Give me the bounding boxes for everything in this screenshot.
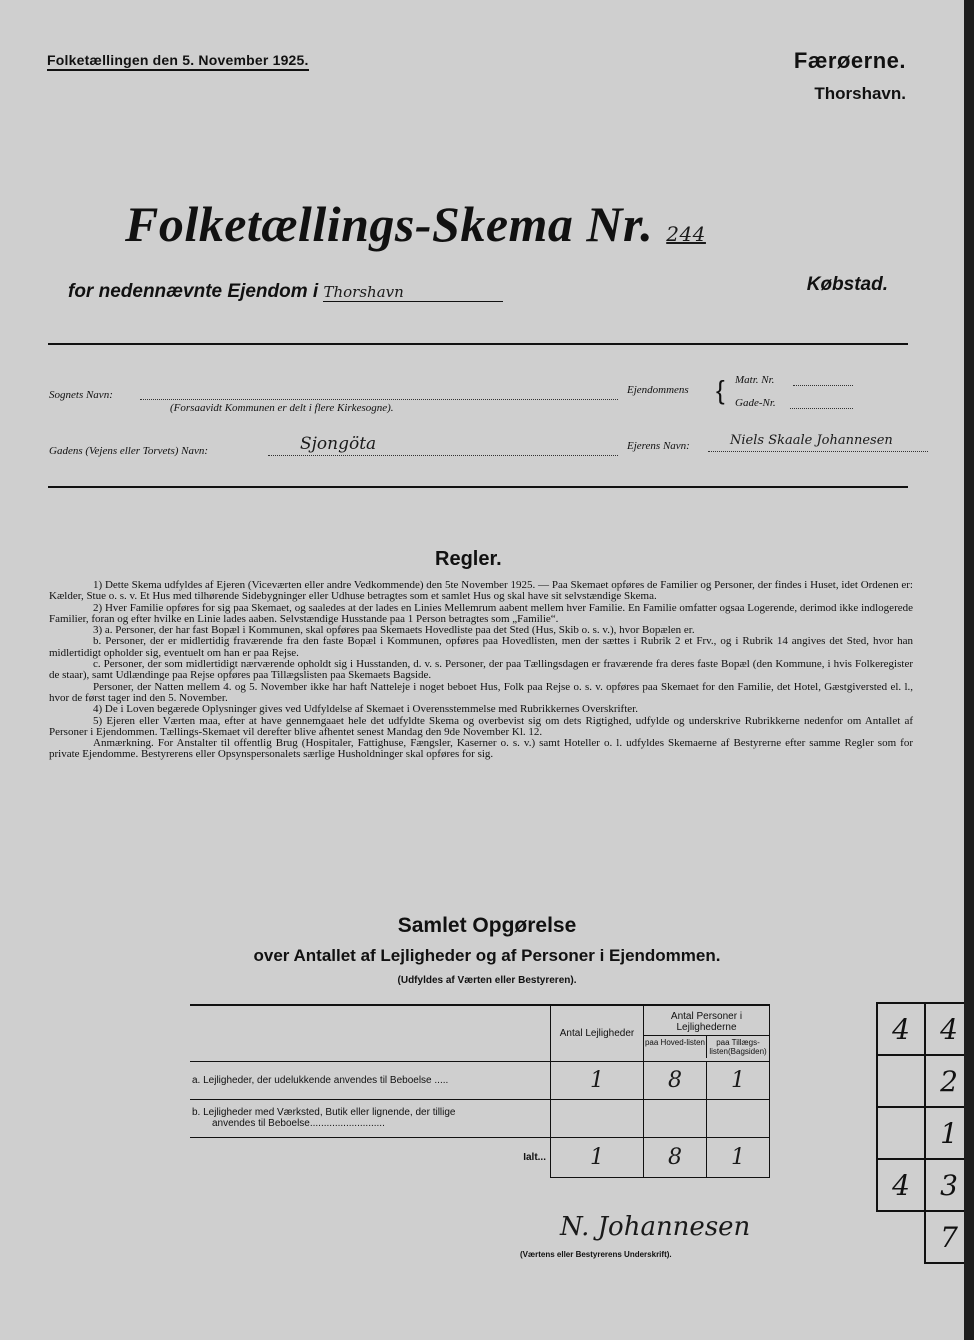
side-cell: [877, 1055, 925, 1107]
side-cell: 1: [925, 1107, 973, 1159]
side-cell-empty: [877, 1211, 925, 1263]
row-b-lejligheder[interactable]: [551, 1099, 644, 1137]
form-number-handwritten: 244: [666, 222, 706, 246]
side-cell: 4: [877, 1159, 925, 1211]
divider-bottom: [48, 486, 908, 488]
total-tillaeg[interactable]: 1: [707, 1137, 770, 1177]
rule-paragraph: c. Personer, der som midlertidigt nærværende opholdt sig i Husstanden, d. v. s. Personer, der paa Tællingsdagen er fraværende fra deres faste Bopæl (den Kommune, i hvis Folkeregister de staar), samt Udlændinge paa Rejse opføres paa Tillægslisten paa Skemaets Bagside.: [49, 658, 913, 682]
for-property-line: [68, 281, 503, 303]
owner-field[interactable]: [708, 451, 928, 452]
summary-heading: Samlet Opgørelse: [397, 914, 577, 937]
town-name: Thorshavn.: [814, 84, 906, 103]
signature-handwritten: N. Johannesen: [560, 1212, 751, 1242]
property-brace: {: [716, 375, 725, 405]
form-title: [125, 195, 706, 253]
row-b-tillaeg[interactable]: [707, 1099, 770, 1137]
row-b-label-line1: b. Lejligheder med Værksted, Butik eller lignende, der tillige: [192, 1107, 456, 1118]
rule-paragraph: 4) De i Loven begærede Oplysninger gives ved Udfyldelse af Skemaet i Overensstemmelse med Rubrikkernes Overskrifter.: [93, 703, 638, 716]
row-b-label: [190, 1099, 551, 1137]
row-total-label: Ialt...: [190, 1137, 551, 1177]
col-header-personer-label: Antal Personer i Lejlighederne: [644, 1009, 769, 1036]
rule-paragraph: Anmærkning. For Anstalter til offentlig Brug (Hospitaler, Fattighuse, Fængsler, Kaserner o. s. v.) samt Hoteller o. l. udfyldes Skemaerne af Bestyrerne efter samme Regler som for private Ejendomme. Bestyrerens eller Opsynspersonalets særlige Husholdninger skal opføres for sig.: [49, 737, 913, 761]
rules-heading: Regler.: [435, 548, 502, 570]
row-a-lejligheder[interactable]: 1: [551, 1061, 644, 1099]
matr-label: Matr. Nr.: [735, 374, 775, 386]
col-header-tillaeg: paa Tillægs-listen(Bagsiden): [709, 1037, 767, 1056]
parish-note: (Forsaavidt Kommunen er delt i flere Kirkesogne).: [170, 402, 394, 414]
side-cell: 7: [925, 1211, 973, 1263]
side-tally-box: [876, 1002, 974, 1264]
side-cell: 3: [925, 1159, 973, 1211]
rule-paragraph: 3) a. Personer, der har fast Bopæl i Kommunen, skal opføres paa Skemaets Hovedliste paa det Sted (Hus, Skib o. s. v.), hvor Bopælen er.: [93, 624, 695, 637]
street-label: Gadens (Vejens eller Torvets) Navn:: [49, 445, 209, 457]
property-label: Ejendommens: [627, 384, 689, 396]
rule-paragraph: 1) Dette Skema udfyldes af Ejeren (Viceværten eller andre Vedkommende) den 5te November 1925. — Paa Skemaet opføres de Familier og Personer, der findes i Huset, idet Ordenen er: Kælder, Stue o. s. v. Et Hus med tilhørende Sidebygninger eller Udhuse betragtes som et samlet Hus og skal have sit selvstændige Skema.: [49, 579, 913, 603]
row-b-label-line2: anvendes til Beboelse...........................: [212, 1118, 385, 1129]
rule-paragraph: Personer, der Natten mellem 4. og 5. November ikke har haft Natteleje i noget beboet Hus, Folk paa Rejse o. s. v. opføres paa Skemaet for den Familie, det Hotel, Gæstgiversted el. l., hvor de først tager ind den 5. November.: [49, 680, 913, 704]
town-handwritten: Thorshavn: [323, 283, 503, 302]
table-header-blank: [190, 1005, 551, 1061]
street-field[interactable]: [268, 455, 618, 456]
summary-table: [190, 1004, 770, 1178]
col-header-personer: [644, 1005, 770, 1061]
side-cell: 4: [877, 1003, 925, 1055]
form-title-text: Folketællings-Skema Nr.: [125, 196, 654, 252]
region-name: Færøerne.: [793, 48, 906, 73]
row-b-hovedlisten[interactable]: [644, 1099, 707, 1137]
side-cell: 2: [925, 1055, 973, 1107]
summary-note: (Udfyldes af Værten eller Bestyreren).: [397, 975, 577, 986]
col-header-lejligheder: Antal Lejligheder: [551, 1005, 644, 1061]
total-hovedlisten[interactable]: 8: [644, 1137, 707, 1177]
summary-subheading: over Antallet af Lejligheder og af Personer i Ejendommen.: [253, 946, 721, 965]
parish-label: Sognets Navn:: [49, 389, 113, 401]
street-handwritten: Sjongöta: [300, 434, 377, 454]
kobstad-label: Købstad.: [806, 274, 888, 295]
side-cell: 4: [925, 1003, 973, 1055]
total-lejligheder[interactable]: 1: [551, 1137, 644, 1177]
for-property-label: for nedennævnte Ejendom i: [68, 281, 319, 302]
owner-label: Ejerens Navn:: [627, 440, 690, 452]
signature-label: (Værtens eller Bestyrerens Underskrift).: [520, 1250, 672, 1259]
row-a-tillaeg[interactable]: 1: [707, 1061, 770, 1099]
col-header-hovedlisten: paa Hoved-listen: [644, 1036, 707, 1058]
rules-text: [49, 580, 913, 761]
owner-handwritten: Niels Skaale Johannesen: [730, 433, 893, 448]
divider-top: [48, 343, 908, 345]
matr-field[interactable]: [793, 385, 853, 386]
row-a-label: a. Lejligheder, der udelukkende anvendes til Beboelse .....: [190, 1061, 551, 1099]
row-a-hovedlisten[interactable]: 8: [644, 1061, 707, 1099]
scan-edge: [964, 0, 974, 1340]
rule-paragraph: 5) Ejeren eller Værten maa, efter at have gennemgaaet hele det udfyldte Skema og overbevist sig om dets Rigtighed, udfylde og underskrive Rubrikkerne nedenfor om Antallet af Personer i Ejendommen. Tællings-Skemaet vil derefter blive afhentet senest Mandag den 9de November Kl. 12.: [49, 714, 913, 738]
rule-paragraph: b. Personer, der er midlertidig fraværende fra den faste Bopæl i Kommunen, opføres paa Hovedlisten, men der sættes i Rubrik 2 et Frv., og i Rubrik 14 angives det Sted, hvor han midlertidigt opholder sig, eventuelt om han er paa Rejse.: [49, 635, 913, 659]
census-date-line: Folketællingen den 5. November 1925.: [47, 52, 309, 71]
gade-label: Gade-Nr.: [735, 397, 776, 409]
parish-field[interactable]: [140, 399, 618, 400]
side-cell: [877, 1107, 925, 1159]
gade-field[interactable]: [790, 408, 853, 409]
rule-paragraph: 2) Hver Familie opføres for sig paa Skemaet, og saaledes at der lades en Linies Mellemrum aabent mellem hver Familie. En Familie omfatter ogsaa Logerende, derimod ikke indlogerede Familier, foran og efter hvilke en Linie lades aaben. Selvstændige Husstande paa 1 Person betragtes som „Familie“.: [49, 601, 913, 625]
